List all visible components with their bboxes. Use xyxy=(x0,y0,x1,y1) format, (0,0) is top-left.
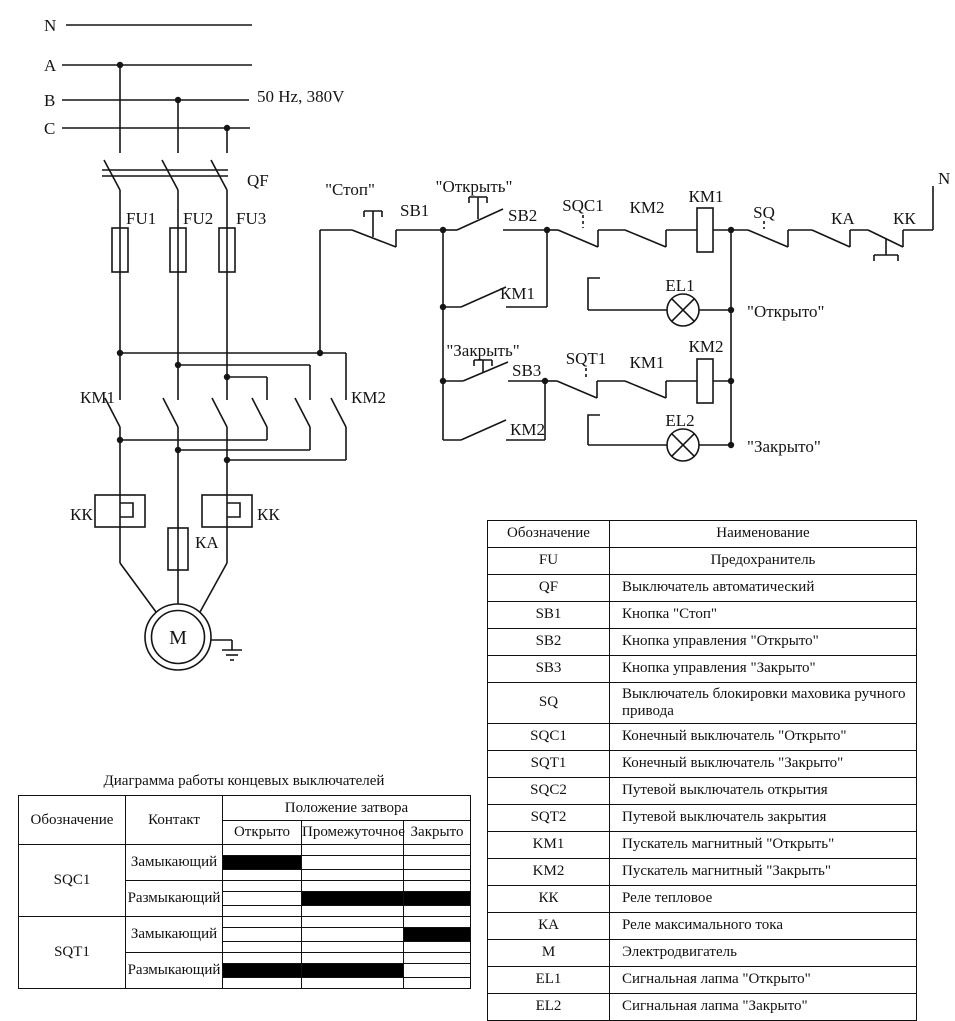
sqt1-contact-label: SQT1 xyxy=(565,349,607,368)
overcurrent-relay xyxy=(168,528,219,604)
kk-contact-label: КК xyxy=(893,209,916,228)
diagram-contact-type: Замыкающий xyxy=(126,917,223,953)
diagram-row xyxy=(19,845,471,881)
km2-coil-label: КМ2 xyxy=(688,337,724,356)
legend-table xyxy=(487,520,917,1021)
legend-row: SQT1 Конечный выключатель "Закрыто" xyxy=(488,751,917,778)
el2-lamp-branch xyxy=(588,411,821,461)
diagram-designation: SQC1 xyxy=(19,845,126,917)
fuses xyxy=(112,190,266,400)
legend-row: KM1 Пускатель магнитный "Открыть" xyxy=(488,832,917,859)
km1-nc-label: КМ1 xyxy=(629,353,665,372)
sq-contact-label: SQ xyxy=(753,203,775,222)
fu3-label: FU3 xyxy=(236,209,267,228)
bus-n-label: N xyxy=(44,16,57,35)
stop-caption: "Стоп" xyxy=(325,180,375,199)
sb3-label: SB3 xyxy=(512,361,542,380)
kk-left-label: КК xyxy=(70,505,93,524)
diagram-header-contact: Контакт xyxy=(126,796,223,845)
diagram-bar-cell xyxy=(302,917,404,953)
diagram-contact-type: Размыкающий xyxy=(126,953,223,989)
limit-switch-diagram-table xyxy=(18,795,471,989)
diagram-header-intermediate: Промежуточное xyxy=(302,821,404,845)
diagram-bar-cell xyxy=(404,881,471,917)
diagram-bar-cell xyxy=(223,881,302,917)
ka-power-label: КА xyxy=(195,533,219,552)
open-caption: "Открыть" xyxy=(435,177,513,196)
legend-row: SB2 Кнопка управления "Открыто" xyxy=(488,629,917,656)
legend-row: KM2 Пускатель магнитный "Закрыть" xyxy=(488,859,917,886)
diagram-row xyxy=(19,917,471,953)
power-supply-lines xyxy=(44,16,345,153)
neutral-label: N xyxy=(938,169,951,188)
diagram-bar-cell xyxy=(302,881,404,917)
km2-nc-label: КМ2 xyxy=(629,198,665,217)
bus-a-label: A xyxy=(44,56,57,75)
legend-row: FU Предохранитель xyxy=(488,548,917,575)
km1-coil-label: КМ1 xyxy=(688,187,724,206)
legend-row: SB1 Кнопка "Стоп" xyxy=(488,602,917,629)
el1-lamp-branch xyxy=(588,276,824,326)
diagram-designation: SQT1 xyxy=(19,917,126,989)
legend-row: КА Реле максимального тока xyxy=(488,913,917,940)
legend-header-name: Наименование xyxy=(610,521,917,548)
diagram-header-designation: Обозначение xyxy=(19,796,126,845)
ka-contact-label: КА xyxy=(831,209,855,228)
km2-hold-label: КМ2 xyxy=(510,420,545,439)
diagram-bar-cell xyxy=(404,917,471,953)
legend-row: SQC1 Конечный выключатель "Открыто" xyxy=(488,724,917,751)
legend-row: EL1 Сигнальная лапма "Открыто" xyxy=(488,967,917,994)
el2-label: EL2 xyxy=(665,411,695,430)
legend-row: SQT2 Путевой выключатель закрытия xyxy=(488,805,917,832)
motor xyxy=(145,604,211,670)
legend-header-row xyxy=(488,521,917,548)
sqc1-contact-label: SQC1 xyxy=(562,196,604,215)
motor-label: М xyxy=(169,627,187,649)
diagram-bar-cell xyxy=(223,917,302,953)
km1-hold-label: КМ1 xyxy=(500,284,535,303)
thermal-relay-left xyxy=(70,495,156,612)
legend-row: SQC2 Путевой выключатель открытия xyxy=(488,778,917,805)
sb2-label: SB2 xyxy=(508,206,538,225)
fu1-label: FU1 xyxy=(126,209,157,228)
legend-row: SQ Выключатель блокировки маховика ручного привода xyxy=(488,683,917,724)
legend-row: М Электродвигатель xyxy=(488,940,917,967)
diagram-table-title: Диаграмма работы концевых выключателей xyxy=(103,773,385,789)
diagram-bar-cell xyxy=(404,845,471,881)
kk-right-label: КК xyxy=(257,505,280,524)
el1-label: EL1 xyxy=(665,276,695,295)
diagram-bar-cell xyxy=(223,953,302,989)
diagram-header-open: Открыто xyxy=(223,821,302,845)
opened-caption: "Открыто" xyxy=(747,302,825,321)
bus-b-label: B xyxy=(44,91,56,110)
reversing-wiring xyxy=(117,350,346,463)
diagram-bar-cell xyxy=(302,953,404,989)
closed-caption: "Закрыто" xyxy=(747,437,821,456)
ground-icon xyxy=(211,640,242,660)
qf-label: QF xyxy=(247,171,269,190)
qf-breaker xyxy=(102,160,269,190)
diagram-bar-cell xyxy=(302,845,404,881)
sb1-label: SB1 xyxy=(400,201,430,220)
legend-row: КК Реле тепловое xyxy=(488,886,917,913)
close-caption: "Закрыть" xyxy=(446,341,520,360)
diagram-header-group: Положение затвора xyxy=(223,796,471,821)
legend-row: QF Выключатель автоматический xyxy=(488,575,917,602)
control-rung-open xyxy=(320,169,950,353)
diagram-contact-type: Размыкающий xyxy=(126,881,223,917)
km1-power-label: КМ1 xyxy=(80,388,115,407)
diagram-bar-cell xyxy=(223,845,302,881)
km2-power-label: КМ2 xyxy=(351,388,386,407)
supply-rating-label: 50 Hz, 380V xyxy=(257,87,345,106)
legend-row: SB3 Кнопка управления "Закрыто" xyxy=(488,656,917,683)
diagram-header-row-1 xyxy=(19,796,471,821)
km1-power-contacts xyxy=(80,388,227,528)
bus-c-label: C xyxy=(44,119,56,138)
diagram-bar-cell xyxy=(404,953,471,989)
legend-header-designation: Обозначение xyxy=(488,521,610,548)
fu2-label: FU2 xyxy=(183,209,214,228)
diagram-header-closed: Закрыто xyxy=(404,821,471,845)
diagram-contact-type: Замыкающий xyxy=(126,845,223,881)
thermal-relay-right xyxy=(200,495,280,612)
legend-row: EL2 Сигнальная лапма "Закрыто" xyxy=(488,994,917,1021)
